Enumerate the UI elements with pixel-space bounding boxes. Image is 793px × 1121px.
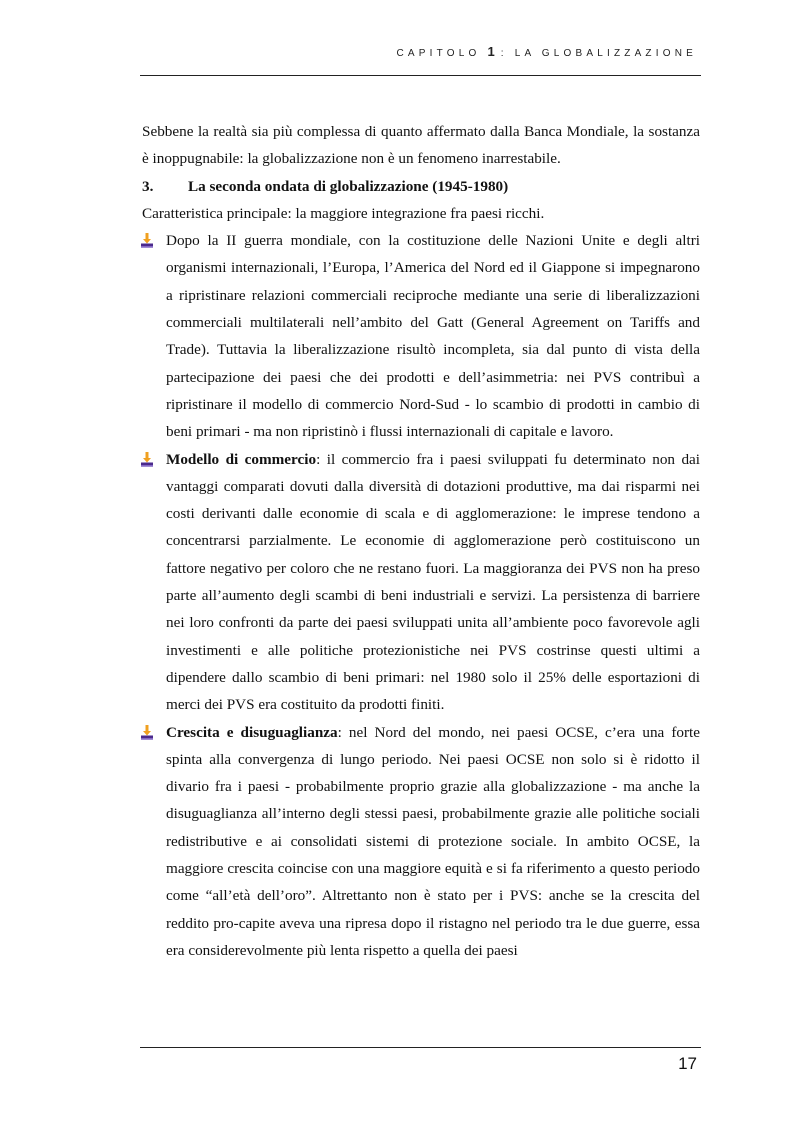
bullet-lead: Modello di commercio (166, 450, 317, 468)
footer-rule (140, 1047, 701, 1048)
bullet-text: : il commercio fra i paesi sviluppati fu determinato non dai vantaggi comparati dovuti dalla diversità di dotazioni produttive, ma dai risparmi nei costi derivanti dalle economie di scala e di agglomerazione: le imprese tendono a concentrarsi parzialmente. Le economie di agglomerazione però costituiscono un fattore negativo per coloro che ne restano fuori. La maggioranza dei PVS non ha preso parte all’aumento degli scambi di beni industriali e servizi. La persistenza di barriere nei loro confronti da parte dei paesi sviluppati unita all’ambiente poco favorevole agli investimenti e alle politiche protezionistiche nei PVS costrinse questi ultimi a dipendere dallo scambio di beni primari: nel 1980 solo il 25% delle esportazioni di merci dei PVS era costituito da prodotti finiti. (166, 450, 701, 714)
arrow-bullet-icon (141, 233, 158, 249)
page-body (142, 118, 700, 964)
bullet-item (142, 719, 700, 965)
section-number: 3. (142, 177, 154, 195)
page-number: 17 (678, 1054, 697, 1073)
bullet-item (142, 227, 700, 445)
section-heading (142, 173, 700, 200)
chapter-title: : LA GLOBALIZZAZIONE (500, 48, 697, 59)
bullet-text: Dopo la II guerra mondiale, con la costituzione delle Nazioni Unite e degli altri organismi internazionali, l’Europa, l’America del Nord ed il Giappone si impegnarono a ripristinare relazioni commerciali reciproche mediante una serie di liberalizzazioni commerciali multilaterali nell’ambito del Gatt (General Agreement on Tariffs and Trade). Tuttavia la liberalizzazione risultò incompleta, sia dal punto di vista della partecipazione dei paesi che dei prodotti e dell’asimmetria: nei PVS contribuì a ripristinare il modello di commercio Nord-Sud - lo scambio di prodotti in cambio di beni primari - ma non ripristinò i flussi internazionali di capitale e lavoro. (166, 232, 700, 441)
arrow-bullet-icon (141, 725, 158, 741)
bullet-lead: Crescita e disuguaglianza (166, 723, 338, 741)
bullet-item (142, 446, 700, 719)
arrow-bullet-icon (141, 452, 158, 468)
bullet-text: : nel Nord del mondo, nei paesi OCSE, c’era una forte spinta alla convergenza di lungo periodo. Nei paesi OCSE non solo si è ridotto il divario fra i paesi - probabilmente proprio grazie alla globalizzazione - ma anche la disuguaglianza all’interno degli stessi paesi, probabilmente grazie alle politiche sociali redistributive e ai consolidati sistemi di protezione sociale. In ambito OCSE, la maggiore crescita coincise con una maggiore equità e si fa riferimento a questo periodo come “all’età dell’oro”. Altrettanto non è stato per i PVS: anche se la crescita del reddito pro-capite aveva una ripresa dopo il ristagno nel periodo tra le due guerre, essa era considerevolmente più lenta rispetto a quella dei paesi (166, 723, 700, 959)
intro-paragraph: Sebbene la realtà sia più complessa di quanto affermato dalla Banca Mondiale, la sostanza è inoppugnabile: la globalizzazione non è un fenomeno inarrestabile. (142, 123, 700, 168)
header-rule (140, 75, 701, 76)
chapter-word: CAPITOLO (396, 48, 481, 59)
running-header (397, 44, 697, 59)
section-title: La seconda ondata di globalizzazione (1945-1980) (188, 177, 509, 195)
characteristic-line: Caratteristica principale: la maggiore integrazione fra paesi ricchi. (142, 204, 545, 222)
chapter-number: 1 (487, 44, 501, 59)
